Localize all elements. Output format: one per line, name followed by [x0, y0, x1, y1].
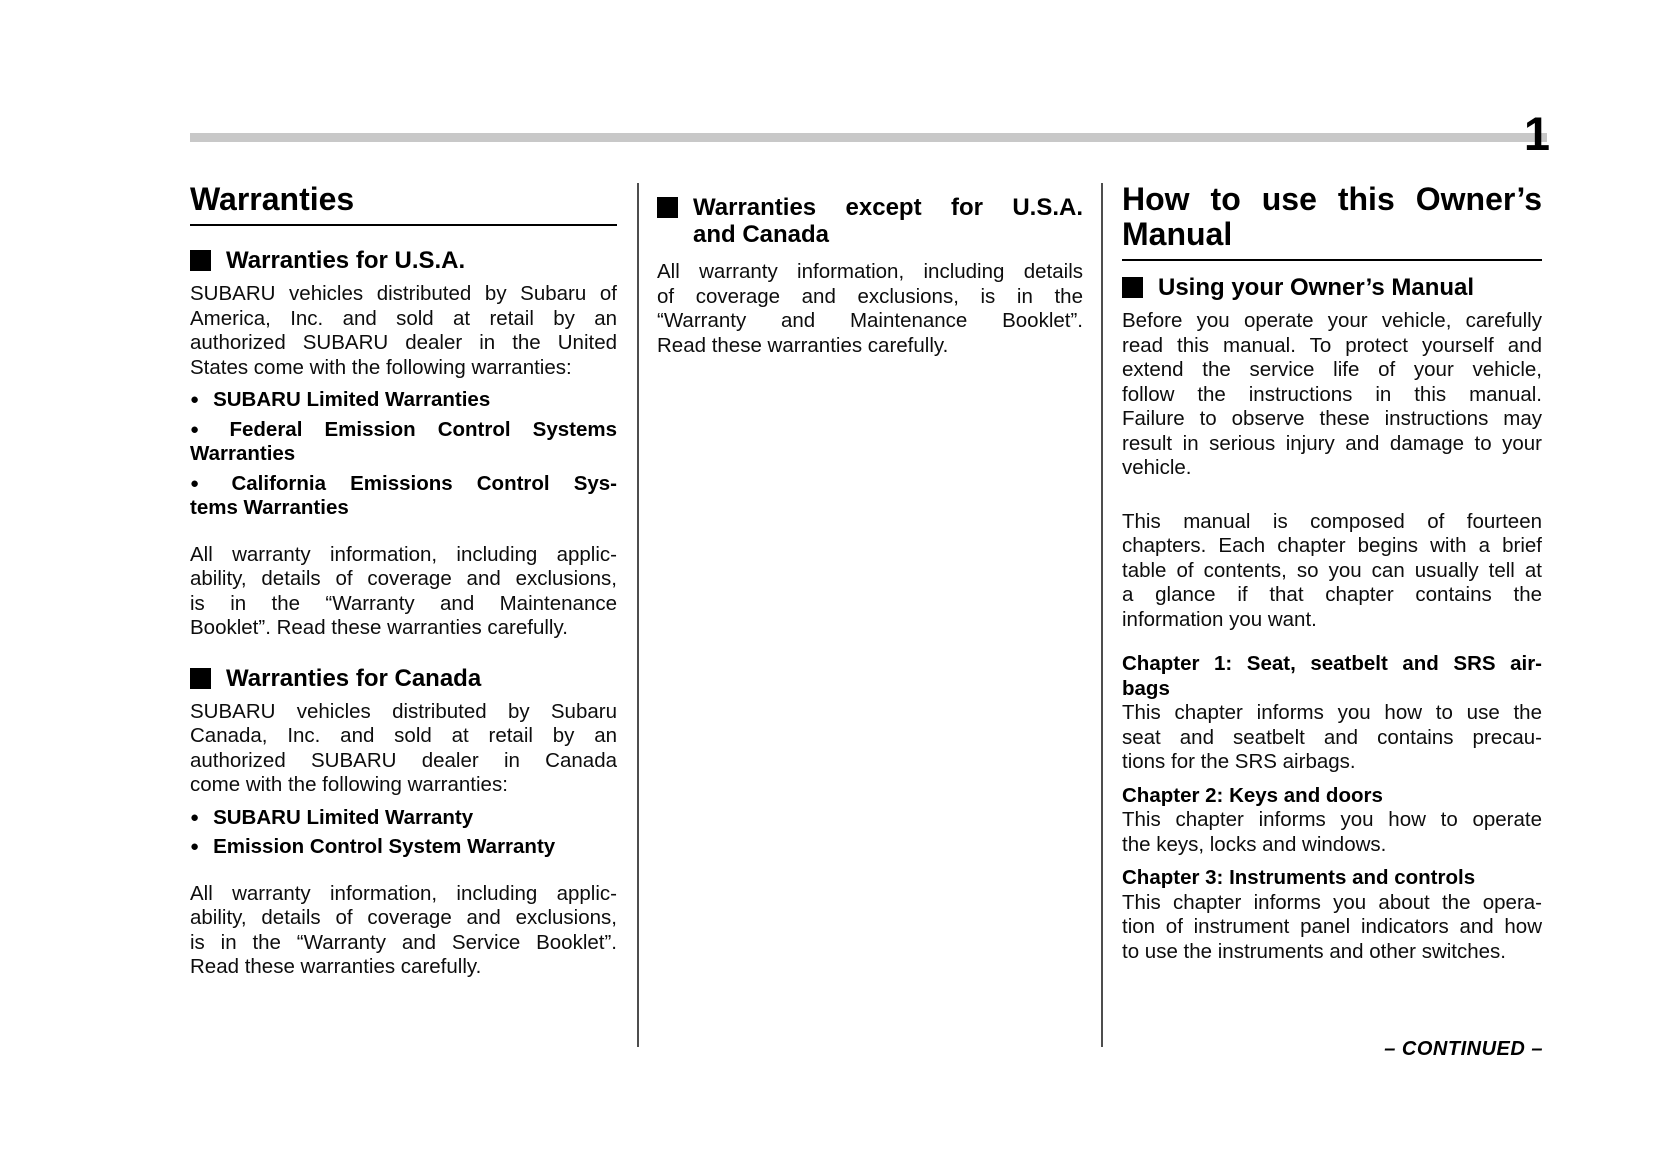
section-heading-text	[226, 247, 617, 274]
chapter-entry	[1122, 652, 1542, 775]
text-line: result in serious injury and damage to your	[1122, 431, 1542, 455]
paragraph	[190, 282, 617, 380]
text-line: seat and seatbelt and contains precau-	[1122, 725, 1542, 749]
text-line: ● California Emissions Control Sys-	[190, 471, 618, 495]
chapter-entry	[1122, 866, 1542, 964]
text-line: authorized SUBARU dealer in Canada	[190, 748, 617, 772]
list-item	[190, 806, 617, 831]
paragraph	[190, 700, 617, 798]
text-line: Chapter 1: Seat, seatbelt and SRS air-	[1122, 652, 1542, 675]
text-line: Read these warranties carefully.	[190, 955, 482, 978]
text-line: chapters. Each chapter begins with a brief	[1122, 534, 1542, 557]
text-line: follow the instructions in this manual.	[1122, 382, 1542, 406]
bullet-icon: ●	[190, 838, 200, 855]
text-line: to use the instruments and other switches.	[1122, 939, 1507, 963]
text-line: States come with the following warranties:	[190, 355, 572, 379]
text-line: read this manual. To protect yourself and	[1122, 333, 1542, 357]
bullet-icon: ●	[190, 391, 200, 408]
column-divider	[1101, 183, 1103, 1047]
text-line: This chapter informs you how to operate	[1122, 808, 1542, 831]
text-line: ● Emission Control System Warranty	[190, 835, 556, 858]
section-marker-icon	[1122, 277, 1143, 298]
text-line: Read these warranties carefully.	[657, 333, 949, 357]
section-heading	[657, 194, 1083, 248]
text-line: ability, details of coverage and exclusions,	[190, 906, 617, 929]
list-item	[190, 418, 617, 467]
page-number: 1	[1523, 107, 1550, 160]
header-rule-bar	[190, 133, 1547, 142]
chapter-body	[1122, 891, 1542, 965]
paragraph	[190, 543, 617, 641]
text-line: table of contents, so you can usually tell at	[1122, 558, 1542, 582]
text-line: Chapter 3: Instruments and controls	[1122, 866, 1476, 889]
text-line: Warranties for U.S.A.	[226, 247, 466, 274]
column-warranties-except-usa-canada	[657, 194, 1083, 358]
chapter-body	[1122, 808, 1542, 857]
text-line: vehicle.	[1122, 456, 1192, 479]
text-line: tion of instrument panel indicators and how	[1122, 915, 1542, 938]
continued-label: – CONTINUED –	[1384, 1038, 1543, 1060]
text-line: is in the “Warranty and Service Booklet”.	[190, 930, 617, 954]
column-warranties	[190, 182, 617, 980]
section-heading-text	[1158, 274, 1542, 301]
chapter-entry	[1122, 784, 1542, 858]
text-line: SUBARU vehicles distributed by Subaru of	[190, 282, 617, 305]
chapter-heading	[1122, 652, 1542, 701]
text-line: How to use this Owner’s	[1122, 181, 1542, 217]
text-line: Chapter 2: Keys and doors	[1122, 783, 1383, 807]
text-line: information you want.	[1122, 607, 1317, 631]
text-line: is in the “Warranty and Maintenance	[190, 591, 617, 615]
heading	[190, 182, 617, 226]
text-line: ability, details of coverage and exclusions,	[190, 567, 617, 590]
column-how-to-use-owners-manual	[1122, 182, 1542, 964]
list-item	[190, 388, 617, 413]
text-line: of coverage and exclusions, is in the	[657, 284, 1083, 308]
text-line: “Warranty and Maintenance Booklet”.	[657, 309, 1083, 332]
text-line: Warranties	[190, 181, 355, 217]
section-marker-icon	[190, 668, 211, 689]
bullet-icon: ●	[190, 808, 200, 826]
text-line: ● Federal Emission Control Systems	[190, 417, 618, 441]
heading	[1122, 182, 1542, 261]
text-line: SUBARU vehicles distributed by Subaru	[190, 699, 617, 723]
section-heading	[190, 665, 617, 692]
section-heading-text	[693, 194, 1083, 248]
chapter-heading	[1122, 866, 1542, 891]
text-line: tions for the SRS airbags.	[1122, 750, 1356, 773]
bullet-list	[190, 806, 617, 860]
text-line: authorized SUBARU dealer in the United	[190, 331, 617, 354]
text-line: Warranties except for U.S.A.	[693, 194, 1083, 221]
column-divider	[637, 183, 639, 1047]
text-line: This manual is composed of fourteen	[1122, 509, 1542, 533]
text-line: ● SUBARU Limited Warranty	[190, 805, 474, 829]
text-line: All warranty information, including details	[657, 260, 1083, 283]
section-heading	[190, 247, 617, 274]
text-line: Before you operate your vehicle, carefully	[1122, 309, 1542, 332]
text-line: come with the following warranties:	[190, 773, 508, 796]
text-line: tems Warranties	[190, 496, 349, 519]
text-line: All warranty information, including applic-	[190, 542, 617, 566]
text-line: ● SUBARU Limited Warranties	[190, 388, 491, 411]
text-line: the keys, locks and windows.	[1122, 832, 1387, 856]
paragraph	[190, 882, 617, 980]
section-marker-icon	[190, 250, 211, 271]
chapter-body	[1122, 701, 1542, 775]
section-heading-text	[226, 665, 617, 692]
text-line: This chapter informs you about the opera-	[1122, 890, 1542, 914]
paragraph	[657, 260, 1083, 358]
bullet-icon: ●	[190, 474, 218, 492]
text-line: Warranties	[190, 442, 296, 465]
chapter-heading	[1122, 784, 1542, 809]
list-item	[190, 835, 617, 860]
text-line: Using your Owner’s Manual	[1158, 274, 1475, 301]
section-marker-icon	[657, 197, 678, 218]
section-heading	[1122, 274, 1542, 301]
text-line: and Canada	[693, 221, 830, 248]
text-line: Booklet”. Read these warranties carefully.	[190, 616, 568, 639]
text-line: Warranties for Canada	[226, 664, 482, 692]
text-line: bags	[1122, 676, 1170, 700]
bullet-icon: ●	[190, 420, 216, 438]
text-line: Failure to observe these instructions may	[1122, 407, 1542, 430]
list-item	[190, 472, 617, 521]
text-line: America, Inc. and sold at retail by an	[190, 306, 617, 330]
paragraph	[1122, 510, 1542, 633]
text-line: Canada, Inc. and sold at retail by an	[190, 724, 617, 747]
text-line: extend the service life of your vehicle,	[1122, 358, 1542, 381]
bullet-list	[190, 388, 617, 521]
text-line: a glance if that chapter contains the	[1122, 583, 1542, 606]
text-line: Manual	[1122, 216, 1233, 252]
text-line: All warranty information, including applic-	[190, 881, 617, 905]
paragraph	[1122, 309, 1542, 481]
text-line: This chapter informs you how to use the	[1122, 701, 1542, 724]
